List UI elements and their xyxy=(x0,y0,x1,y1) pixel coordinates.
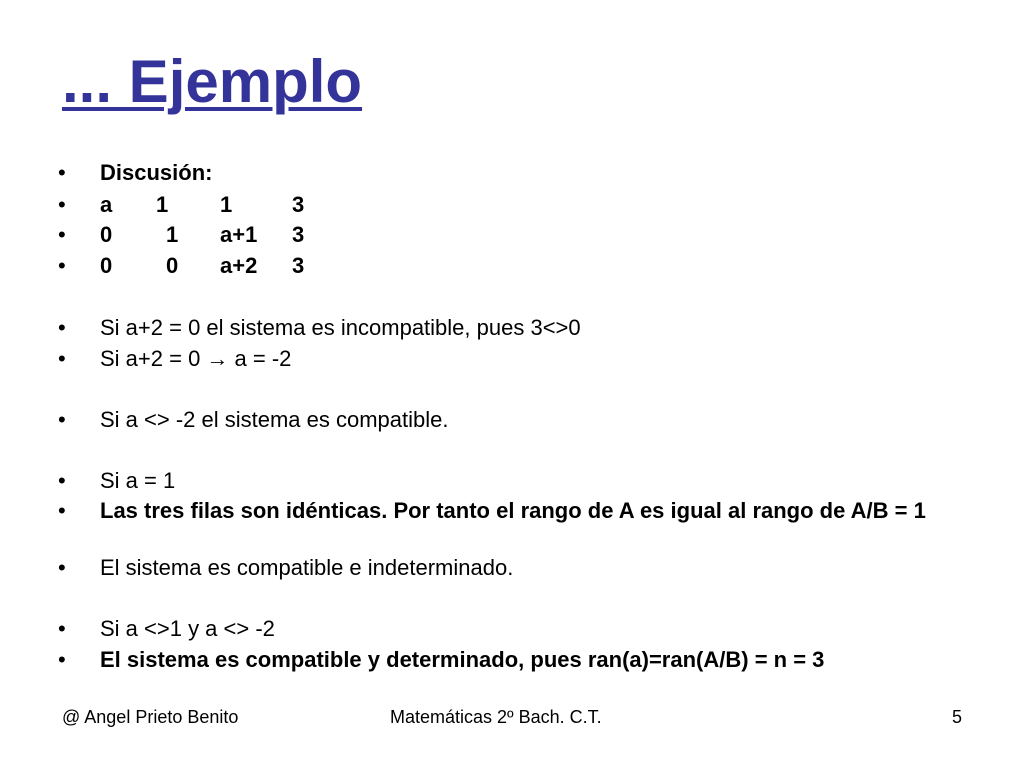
bullet-text: El sistema es compatible e indeterminado. xyxy=(100,555,514,580)
bullet-text: Si a+2 = 0 el sistema es incompatible, pues 3<>0 xyxy=(100,315,581,340)
footer-course: Matemáticas 2º Bach. C.T. xyxy=(390,707,602,727)
slide-title: ... Ejemplo xyxy=(62,48,363,115)
matrix-row-3 xyxy=(58,253,958,279)
matrix-cell: 3 xyxy=(292,222,305,247)
bullet-dot: • xyxy=(58,555,66,580)
bullet-dot: • xyxy=(58,315,66,340)
bullet-text: Las tres filas son idénticas. Por tanto el rango de A es igual al rango de A/B = 1 xyxy=(100,498,926,523)
bullet-item xyxy=(58,647,958,673)
bullet-dot: • xyxy=(58,616,66,641)
bullet-item xyxy=(58,407,958,433)
bullet-dot: • xyxy=(58,407,66,432)
bullet-text: Si a <>1 y a <> -2 xyxy=(100,616,275,641)
bullet-dot: • xyxy=(58,222,66,247)
matrix-cell: a+1 xyxy=(220,222,258,247)
matrix-cell: a xyxy=(100,192,113,217)
bullet-text: Si a <> -2 el sistema es compatible. xyxy=(100,407,449,432)
matrix-cell: 3 xyxy=(292,253,305,278)
footer-page-number: 5 xyxy=(952,707,963,727)
bullet-item xyxy=(58,346,958,372)
matrix-cell: 1 xyxy=(166,222,179,247)
bullet-dot: • xyxy=(58,160,66,185)
matrix-row-1 xyxy=(58,192,958,218)
bullet-item xyxy=(58,616,958,642)
bullet-item xyxy=(58,468,958,494)
footer-author: @ Angel Prieto Benito xyxy=(62,707,239,727)
bullet-dot: • xyxy=(58,468,66,493)
bullet-text: El sistema es compatible y determinado, pues ran(a)=ran(A/B) = n = 3 xyxy=(100,647,825,672)
bullet-text: Si a+2 = 0 → a = -2 xyxy=(100,346,292,371)
bullet-item xyxy=(58,555,958,581)
bullet-item xyxy=(58,160,958,186)
matrix-cell: 1 xyxy=(156,192,169,217)
matrix-row-2 xyxy=(58,222,958,248)
matrix-cell: 0 xyxy=(100,253,113,278)
bullet-dot: • xyxy=(58,498,66,523)
matrix-cell: 0 xyxy=(100,222,113,247)
bullet-dot: • xyxy=(58,192,66,217)
bullet-dot: • xyxy=(58,346,66,371)
matrix-cell: 1 xyxy=(220,192,233,217)
bullet-text: Si a = 1 xyxy=(100,468,176,493)
matrix-cell: 0 xyxy=(166,253,179,278)
discussion-heading: Discusión: xyxy=(100,160,213,185)
bullet-dot: • xyxy=(58,647,66,672)
matrix-cell: a+2 xyxy=(220,253,258,278)
bullet-item xyxy=(58,315,958,341)
bullet-item xyxy=(58,498,958,523)
matrix-cell: 3 xyxy=(292,192,305,217)
bullet-dot: • xyxy=(58,253,66,278)
